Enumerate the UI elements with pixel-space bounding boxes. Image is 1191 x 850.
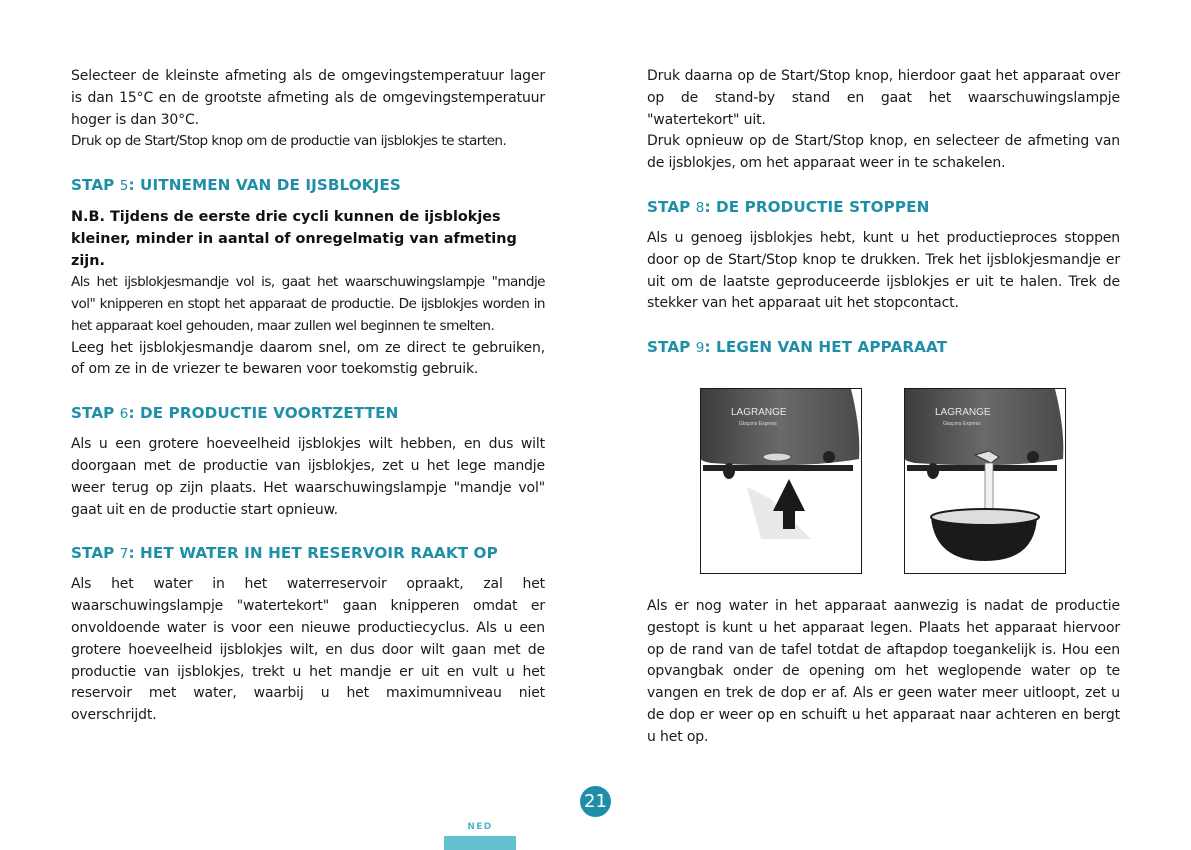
restart-paragraph: Druk opnieuw op de Start/Stop knop, en selecteer de afmeting van de ijsblokjes, om het apparaat weer in te schakelen. <box>647 133 1120 172</box>
intro-paragraph-2: Druk op de Start/Stop knop om de productie van ijsblokjes te starten. <box>71 133 507 150</box>
figure-drain-plug <box>700 388 862 574</box>
page-number: 21 <box>580 786 611 817</box>
step-7-heading: STAP 7: HET WATER IN HET RESERVOIR RAAKT OP <box>71 544 498 563</box>
step-5-note: N.B. Tijdens de eerste drie cycli kunnen de ijsblokjes kleiner, minder in aantal of onregelmatig van afmeting zijn. <box>71 209 517 270</box>
standby-paragraph: Druk daarna op de Start/Stop knop, hierdoor gaat het apparaat over op de stand-by stand en gaat het waarschuwingslampje "watertekort" uit. <box>647 68 1120 128</box>
step-8-paragraph: Als u genoeg ijsblokjes hebt, kunt u het productieproces stoppen door op de Start/Stop knop te drukken. Trek het ijsblokjesmandje er uit om de laatste geproduceerde ijsblokjes er uit te halen. Trek de stekker van het apparaat uit het stopcontact. <box>647 229 1120 312</box>
appliance-arrow-illustration <box>701 389 861 573</box>
language-bar <box>444 836 516 850</box>
left-column <box>71 66 545 727</box>
model-text: Glaçons Express <box>943 421 981 427</box>
step-5-paragraph-2: Leeg het ijsblokjesmandje daarom snel, om ze direct te gebruiken, of om ze in de vriezer te bewaren voor toekomstig gebruik. <box>71 339 545 378</box>
step-8-heading: STAP 8: DE PRODUCTIE STOPPEN <box>647 197 930 216</box>
model-text: Glaçons Express <box>739 421 777 427</box>
right-column <box>647 66 1120 358</box>
right-column-bottom <box>647 596 1120 749</box>
step-5-paragraph-1: Als het ijsblokjesmandje vol is, gaat het waarschuwingslampje "mandje vol" knipperen en stopt het apparaat de productie. De ijsblokjes worden in het apparaat koel gehouden, maar zullen wel beginnen te smelten. <box>71 274 545 334</box>
language-label: NED <box>467 822 493 832</box>
step-6-heading: STAP 6: DE PRODUCTIE VOORTZETTEN <box>71 404 399 423</box>
brand-logo-text: LAGRANGE <box>935 407 991 418</box>
step-5-heading: STAP 5: UITNEMEN VAN DE IJSBLOKJES <box>71 176 401 195</box>
brand-logo-text: LAGRANGE <box>731 407 787 418</box>
step-6-paragraph: Als u een grotere hoeveelheid ijsblokjes wilt hebben, en dus wilt doorgaan met de productie van ijsblokjes, zet u het lege mandje weer terug op zijn plaats. Het waarschuwingslampje "mandje vol" gaat uit en de productie start opnieuw. <box>71 436 545 518</box>
step-7-paragraph: Als het water in het waterreservoir opraakt, zal het waarschuwingslampje "watertekort" gaan knipperen omdat er onvoldoende water is voor een nieuwe productiecyclus. Als u een grotere hoeveelheid ijsblokjes wilt, en dus door wilt gaan met de productie van ijsblokjes, trekt u het mandje er uit en vult u het reservoir met water, waarbij u het maximumniveau niet overschrijdt. <box>71 576 545 724</box>
step-9-heading: STAP 9: LEGEN VAN HET APPARAAT <box>647 338 948 357</box>
intro-paragraph-1: Selecteer de kleinste afmeting als de omgevingstemperatuur lager is dan 15°C en de grootste afmeting als de omgevingstemperatuur hoger is dan 30°C. <box>71 68 545 128</box>
draining-figures <box>700 388 1066 574</box>
appliance-bowl-illustration <box>905 389 1065 573</box>
figure-drain-bowl <box>904 388 1066 574</box>
step-9-paragraph: Als er nog water in het apparaat aanwezig is nadat de productie gestopt is kunt u het apparaat legen. Plaats het apparaat hiervoor op de rand van de tafel totdat de aftapdop toegankelijk is. Hou een opvangbak onder de opening om het weglopende water op te vangen en trek de dop er af. Als er geen water meer uitloopt, zet u de dop er weer op en schuift u het apparaat naar achteren en bergt u het op. <box>647 598 1120 745</box>
